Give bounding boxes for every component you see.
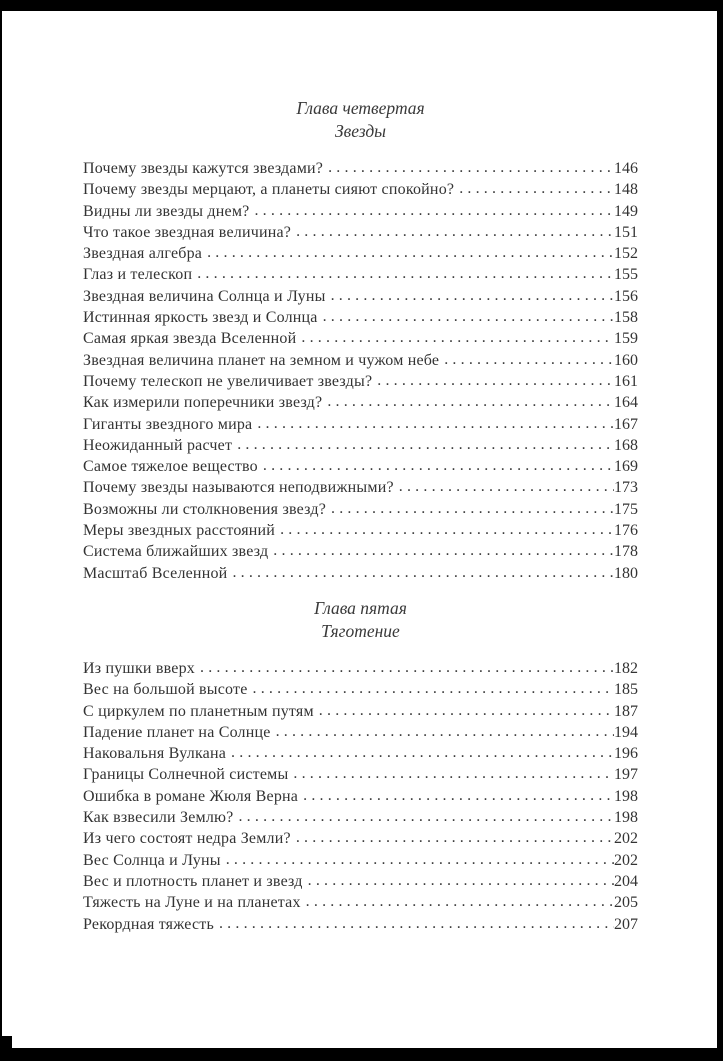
- toc-entry-page: 175: [614, 500, 638, 518]
- toc-entry-page: 198: [614, 809, 638, 827]
- dot-leader: [273, 540, 614, 561]
- toc-entry: [83, 477, 638, 498]
- toc-entry-title: Почему звезды называются неподвижными?: [83, 479, 394, 497]
- toc-entry-page: 164: [614, 394, 638, 412]
- toc-entry: [83, 679, 638, 700]
- toc-section: [83, 597, 638, 935]
- dot-leader: [308, 870, 614, 891]
- toc-entry-page: 168: [614, 436, 638, 454]
- toc-entry-title: Наковальня Вулкана: [83, 745, 227, 763]
- toc-entry: [83, 286, 638, 307]
- toc-entry-page: 167: [614, 415, 638, 433]
- dot-leader: [280, 519, 614, 540]
- toc-entry-page: 207: [614, 915, 638, 933]
- toc-entry-title: Из чего состоят недра Земли?: [83, 830, 291, 848]
- toc-entry: [83, 520, 638, 541]
- toc-entry-page: 182: [614, 659, 638, 677]
- toc-entry-page: 169: [614, 458, 638, 476]
- toc-entry: [83, 158, 638, 179]
- dot-leader: [328, 157, 614, 178]
- table-of-contents: [83, 97, 638, 935]
- toc-entry-page: 152: [614, 245, 638, 263]
- dot-leader: [459, 178, 614, 199]
- toc-entry-page: 180: [614, 564, 638, 582]
- toc-entry: [83, 201, 638, 222]
- dot-leader: [306, 891, 614, 912]
- toc-entry-page: 197: [614, 766, 638, 784]
- toc-entry: [83, 456, 638, 477]
- toc-entry: [83, 722, 638, 743]
- toc-entry-title: Почему телескоп не увеличивает звезды?: [83, 372, 373, 390]
- dot-leader: [331, 498, 614, 519]
- dot-leader: [253, 678, 614, 699]
- toc-entry-title: Ошибка в романе Жюля Верна: [83, 787, 299, 805]
- toc-entry-title: Что такое звездная величина?: [83, 223, 292, 241]
- toc-entry: [83, 392, 638, 413]
- dot-leader: [399, 476, 614, 497]
- toc-entry: [83, 658, 638, 679]
- dot-leader: [207, 242, 614, 263]
- dot-leader: [296, 221, 614, 242]
- toc-entry: [83, 828, 638, 849]
- scan-border-top: [0, 0, 723, 11]
- toc-entry-page: 146: [614, 160, 638, 177]
- dot-leader: [331, 285, 614, 306]
- toc-entry: [83, 871, 638, 892]
- toc-entry: [83, 541, 638, 562]
- toc-entry: [83, 307, 638, 328]
- chapter-heading: Глава четвертая: [296, 98, 425, 118]
- dot-leader: [293, 763, 614, 784]
- toc-entry: [83, 435, 638, 456]
- scan-border-right: [717, 0, 723, 1061]
- dot-leader: [276, 721, 614, 742]
- toc-entry-page: 149: [614, 202, 638, 220]
- toc-entry-page: 185: [614, 681, 638, 699]
- toc-entry: [83, 222, 638, 243]
- toc-entry-page: 176: [614, 522, 638, 540]
- dot-leader: [232, 562, 614, 583]
- toc-entry-title: Тяжесть на Луне и на планетах: [83, 894, 301, 912]
- toc-entry-page: 156: [614, 287, 638, 305]
- toc-entry-title: Звездная величина планет на земном и чужом небе: [83, 351, 440, 369]
- toc-section: [83, 97, 638, 584]
- dot-leader: [296, 827, 614, 848]
- dot-leader: [226, 849, 614, 870]
- toc-entry-page: 161: [614, 372, 638, 390]
- toc-entry-page: 158: [614, 309, 638, 327]
- toc-entry: [83, 414, 638, 435]
- toc-entry-title: Гиганты звездного мира: [83, 415, 253, 433]
- toc-entry-title: Вес и плотность планет и звезд: [83, 872, 303, 890]
- scan-border-left: [0, 0, 2, 1061]
- toc-entry-page: 202: [614, 851, 638, 869]
- toc-entry-title: Границы Солнечной системы: [83, 766, 289, 784]
- scan-border-corner: [0, 1036, 12, 1061]
- toc-entry-page: 187: [614, 702, 638, 720]
- toc-entry: [83, 499, 638, 520]
- toc-entry-page: 148: [614, 181, 638, 199]
- dot-leader: [237, 434, 614, 455]
- chapter-heading-block: [83, 597, 638, 643]
- toc-entry-page: 194: [614, 723, 638, 741]
- toc-entry: [83, 563, 638, 584]
- toc-entry-title: Как взвесили Землю?: [83, 809, 234, 827]
- toc-entry-title: Падение планет на Солнце: [83, 723, 271, 741]
- toc-entry-page: 151: [614, 223, 638, 241]
- toc-entry-title: Рекордная тяжесть: [83, 915, 214, 933]
- toc-entry-title: Видны ли звезды днем?: [83, 202, 250, 220]
- dot-leader: [377, 370, 614, 391]
- toc-entry: [83, 371, 638, 392]
- toc-entry-title: Неожиданный расчет: [83, 436, 233, 454]
- chapter-heading-block: [83, 97, 638, 143]
- toc-entry-list: [83, 658, 638, 935]
- dot-leader: [327, 391, 614, 412]
- scan-border-bottom: [0, 1048, 723, 1061]
- toc-entry: [83, 243, 638, 264]
- dot-leader: [263, 455, 614, 476]
- toc-entry: [83, 350, 638, 371]
- toc-entry-title: Возможны ли столкновения звезд?: [83, 500, 326, 518]
- toc-entry-title: Меры звездных расстояний: [83, 522, 276, 540]
- toc-entry-page: 159: [614, 330, 638, 348]
- toc-entry-title: Почему звезды мерцают, а планеты сияют спокойно?: [83, 181, 455, 199]
- toc-entry-title: Звездная величина Солнца и Луны: [83, 287, 326, 305]
- toc-entry: [83, 701, 638, 722]
- toc-entry-page: 160: [614, 351, 638, 369]
- toc-entry-page: 173: [614, 479, 638, 497]
- toc-entry-title: С циркулем по планетным путям: [83, 702, 314, 720]
- toc-entry-title: Глаз и телескоп: [83, 266, 193, 284]
- chapter-title: Звезды: [334, 121, 387, 141]
- toc-entry-title: Из пушки вверх: [83, 659, 196, 677]
- dot-leader: [238, 806, 614, 827]
- dot-leader: [231, 742, 614, 763]
- toc-entry: [83, 786, 638, 807]
- toc-entry-page: 196: [614, 745, 638, 763]
- toc-entry: [83, 892, 638, 913]
- toc-entry-page: 205: [614, 894, 638, 912]
- toc-entry-page: 155: [614, 266, 638, 284]
- toc-entry-page: 198: [614, 787, 638, 805]
- toc-entry-page: 202: [614, 830, 638, 848]
- dot-leader: [323, 306, 614, 327]
- toc-entry: [83, 764, 638, 785]
- toc-entry-title: Масштаб Вселенной: [83, 564, 228, 582]
- toc-entry-list: [83, 158, 638, 584]
- dot-leader: [301, 327, 614, 348]
- dot-leader: [200, 657, 614, 678]
- toc-entry-title: Звездная алгебра: [83, 245, 203, 263]
- dot-leader: [319, 700, 614, 721]
- toc-entry-title: Как измерили поперечники звезд?: [83, 394, 323, 412]
- toc-entry-title: Вес Солнца и Луны: [83, 851, 221, 869]
- toc-entry-title: Истинная яркость звезд и Солнца: [83, 309, 318, 327]
- toc-entry: [83, 914, 638, 935]
- toc-entry-title: Система ближайших звезд: [83, 543, 269, 561]
- toc-entry: [83, 328, 638, 349]
- dot-leader: [254, 200, 614, 221]
- dot-leader: [257, 413, 614, 434]
- toc-entry: [83, 850, 638, 871]
- chapter-title: Тяготение: [321, 620, 400, 641]
- toc-entry: [83, 807, 638, 828]
- dot-leader: [197, 263, 614, 284]
- toc-entry: [83, 743, 638, 764]
- toc-entry: [83, 264, 638, 285]
- toc-entry-title: Почему звезды кажутся звездами?: [83, 160, 324, 177]
- dot-leader: [303, 785, 614, 806]
- toc-entry-title: Самая яркая звезда Вселенной: [83, 330, 297, 348]
- toc-entry-page: 204: [614, 872, 638, 890]
- dot-leader: [444, 349, 614, 370]
- toc-entry-title: Вес на большой высоте: [83, 681, 248, 699]
- toc-entry: [83, 179, 638, 200]
- dot-leader: [219, 913, 614, 934]
- toc-entry-title: Самое тяжелое вещество: [83, 458, 258, 476]
- chapter-heading: Глава пятая: [314, 597, 407, 618]
- toc-entry-page: 178: [614, 543, 638, 561]
